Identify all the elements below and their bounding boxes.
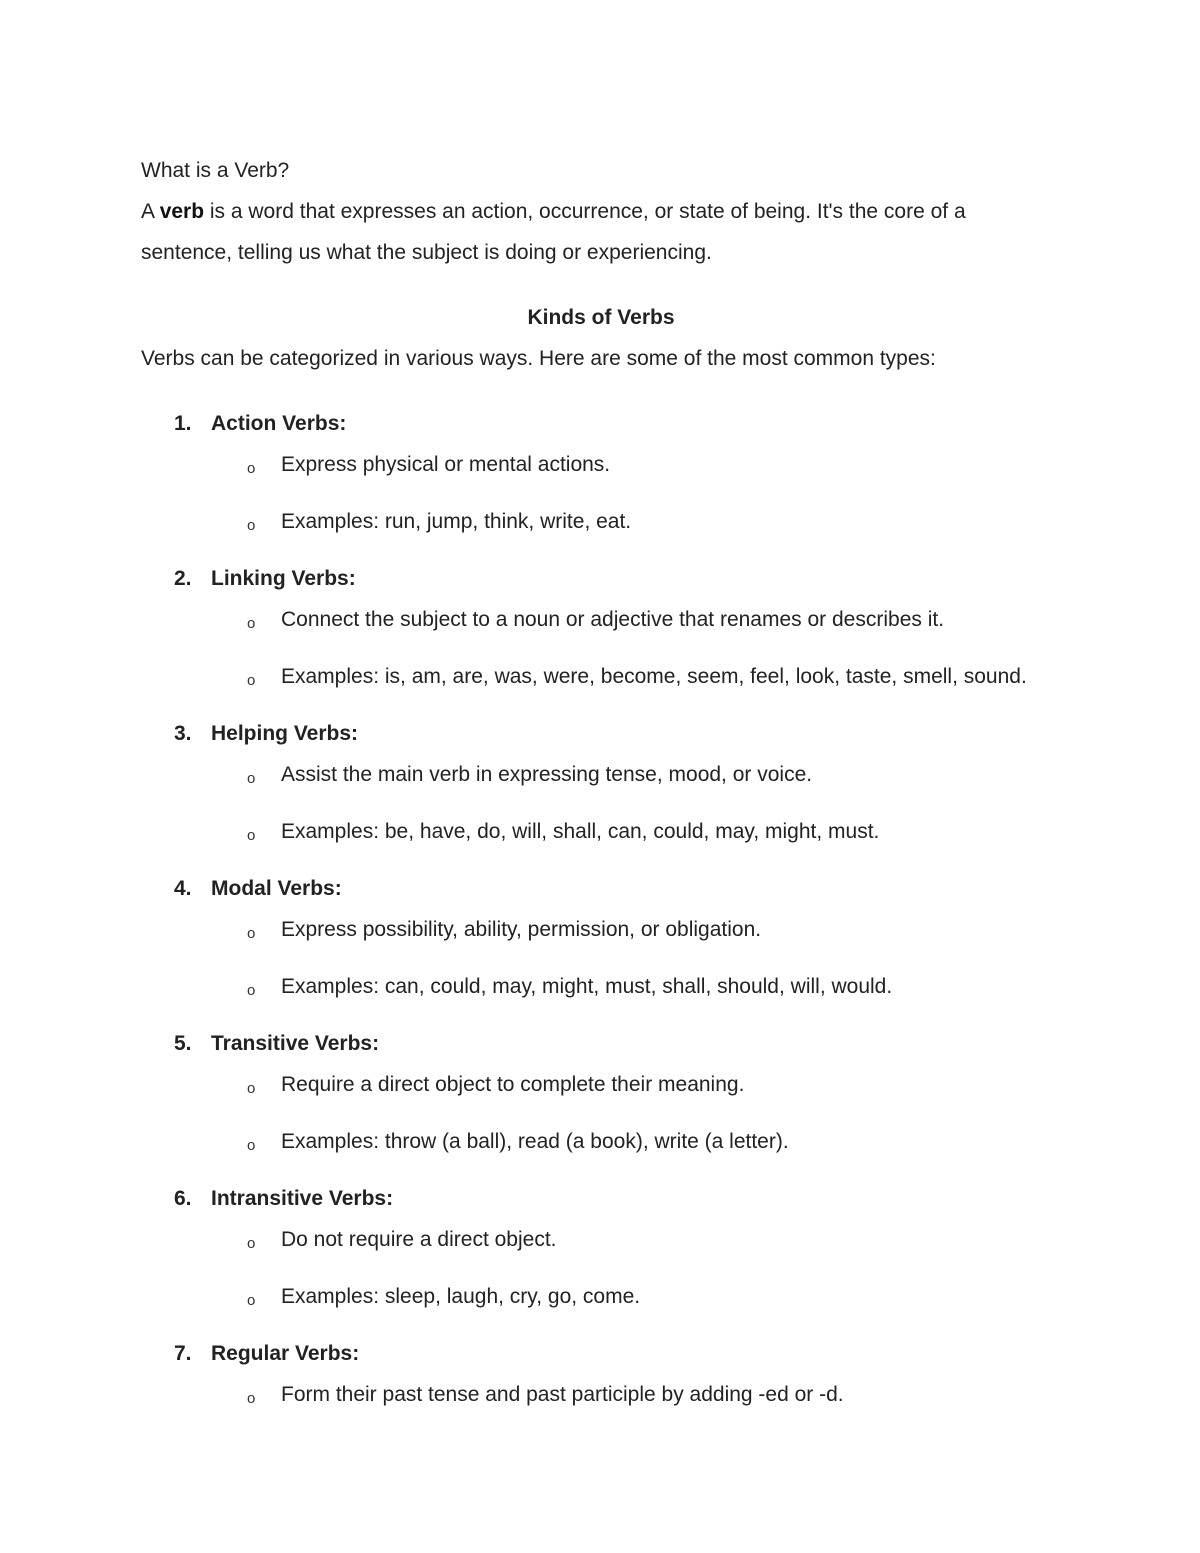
circle-bullet-icon: o bbox=[247, 770, 256, 787]
circle-bullet-icon: o bbox=[247, 672, 256, 689]
sub-item-text: Examples: throw (a ball), read (a book), write (a letter). bbox=[281, 1130, 789, 1153]
kind-title bbox=[141, 1023, 1061, 1064]
sub-list-item bbox=[141, 1219, 1061, 1264]
sub-list-item bbox=[141, 1121, 1061, 1166]
kind-title bbox=[141, 403, 1061, 444]
sub-list-item bbox=[141, 599, 1061, 644]
list-item bbox=[141, 558, 1061, 701]
list-number: 2. bbox=[174, 567, 192, 590]
circle-bullet-icon: o bbox=[247, 517, 256, 534]
sub-list bbox=[141, 1219, 1061, 1321]
kind-title bbox=[141, 1333, 1061, 1374]
kind-title-label: Regular Verbs: bbox=[211, 1342, 360, 1365]
list-item bbox=[141, 1333, 1061, 1419]
kind-title bbox=[141, 713, 1061, 754]
list-number: 5. bbox=[174, 1032, 192, 1055]
definition-rest: is a word that expresses an action, occurrence, or state of being. It's the core of a sentence, telling us what the subject is doing or experiencing. bbox=[141, 200, 966, 264]
circle-bullet-icon: o bbox=[247, 460, 256, 477]
kind-title bbox=[141, 558, 1061, 599]
list-item bbox=[141, 403, 1061, 546]
list-item bbox=[141, 713, 1061, 856]
kind-title-label: Helping Verbs: bbox=[211, 722, 359, 745]
kind-title bbox=[141, 1178, 1061, 1219]
sub-item-text: Assist the main verb in expressing tense, mood, or voice. bbox=[281, 763, 813, 786]
sub-list bbox=[141, 1064, 1061, 1166]
sub-item-text: Examples: run, jump, think, write, eat. bbox=[281, 510, 632, 533]
list-number: 7. bbox=[174, 1342, 192, 1365]
sub-list-item bbox=[141, 444, 1061, 489]
sub-item-text: Connect the subject to a noun or adjective that renames or describes it. bbox=[281, 608, 945, 631]
list-item bbox=[141, 1178, 1061, 1321]
sub-item-text: Examples: can, could, may, might, must, shall, should, will, would. bbox=[281, 975, 893, 998]
list-item bbox=[141, 1023, 1061, 1166]
kind-title bbox=[141, 868, 1061, 909]
sub-list-item bbox=[141, 754, 1061, 799]
list-number: 4. bbox=[174, 877, 192, 900]
kinds-of-verbs-list bbox=[141, 403, 1061, 1419]
kind-title-label: Transitive Verbs: bbox=[211, 1032, 380, 1055]
list-number: 3. bbox=[174, 722, 192, 745]
definition-term: verb bbox=[159, 200, 205, 223]
sub-list-item bbox=[141, 1064, 1061, 1109]
kind-title-label: Linking Verbs: bbox=[211, 567, 356, 590]
section-intro: Verbs can be categorized in various ways. Here are some of the most common types: bbox=[141, 347, 936, 370]
sub-list-item bbox=[141, 656, 1061, 701]
list-item bbox=[141, 868, 1061, 1011]
circle-bullet-icon: o bbox=[247, 615, 256, 632]
sub-item-text: Do not require a direct object. bbox=[281, 1228, 557, 1251]
circle-bullet-icon: o bbox=[247, 827, 256, 844]
circle-bullet-icon: o bbox=[247, 1292, 256, 1309]
definition-prefix: A bbox=[141, 200, 160, 223]
sub-item-text: Examples: is, am, are, was, were, become, seem, feel, look, taste, smell, sound. bbox=[281, 665, 1027, 688]
sub-list-item bbox=[141, 1276, 1061, 1321]
intro-question: What is a Verb? bbox=[141, 159, 290, 182]
sub-list bbox=[141, 1374, 1061, 1419]
circle-bullet-icon: o bbox=[247, 925, 256, 942]
circle-bullet-icon: o bbox=[247, 1235, 256, 1252]
circle-bullet-icon: o bbox=[247, 1080, 256, 1097]
sub-list-item bbox=[141, 811, 1061, 856]
sub-list bbox=[141, 444, 1061, 546]
sub-item-text: Examples: sleep, laugh, cry, go, come. bbox=[281, 1285, 641, 1308]
sub-list bbox=[141, 754, 1061, 856]
kind-title-label: Modal Verbs: bbox=[211, 877, 342, 900]
list-number: 6. bbox=[174, 1187, 192, 1210]
circle-bullet-icon: o bbox=[247, 982, 256, 999]
sub-list-item bbox=[141, 1374, 1061, 1419]
kind-title-label: Intransitive Verbs: bbox=[211, 1187, 394, 1210]
section-heading: Kinds of Verbs bbox=[527, 306, 675, 329]
circle-bullet-icon: o bbox=[247, 1137, 256, 1154]
sub-list-item bbox=[141, 501, 1061, 546]
sub-item-text: Express possibility, ability, permission, or obligation. bbox=[281, 918, 762, 941]
kind-title-label: Action Verbs: bbox=[211, 412, 347, 435]
document-content bbox=[141, 150, 1061, 1431]
sub-list-item bbox=[141, 966, 1061, 1011]
list-number: 1. bbox=[174, 412, 192, 435]
sub-list bbox=[141, 599, 1061, 701]
intro-definition bbox=[141, 191, 1061, 273]
circle-bullet-icon: o bbox=[247, 1390, 256, 1407]
sub-item-text: Express physical or mental actions. bbox=[281, 453, 611, 476]
sub-item-text: Form their past tense and past participle by adding -ed or -d. bbox=[281, 1383, 844, 1406]
sub-list-item bbox=[141, 909, 1061, 954]
sub-list bbox=[141, 909, 1061, 1011]
sub-item-text: Require a direct object to complete their meaning. bbox=[281, 1073, 745, 1096]
sub-item-text: Examples: be, have, do, will, shall, can, could, may, might, must. bbox=[281, 820, 880, 843]
